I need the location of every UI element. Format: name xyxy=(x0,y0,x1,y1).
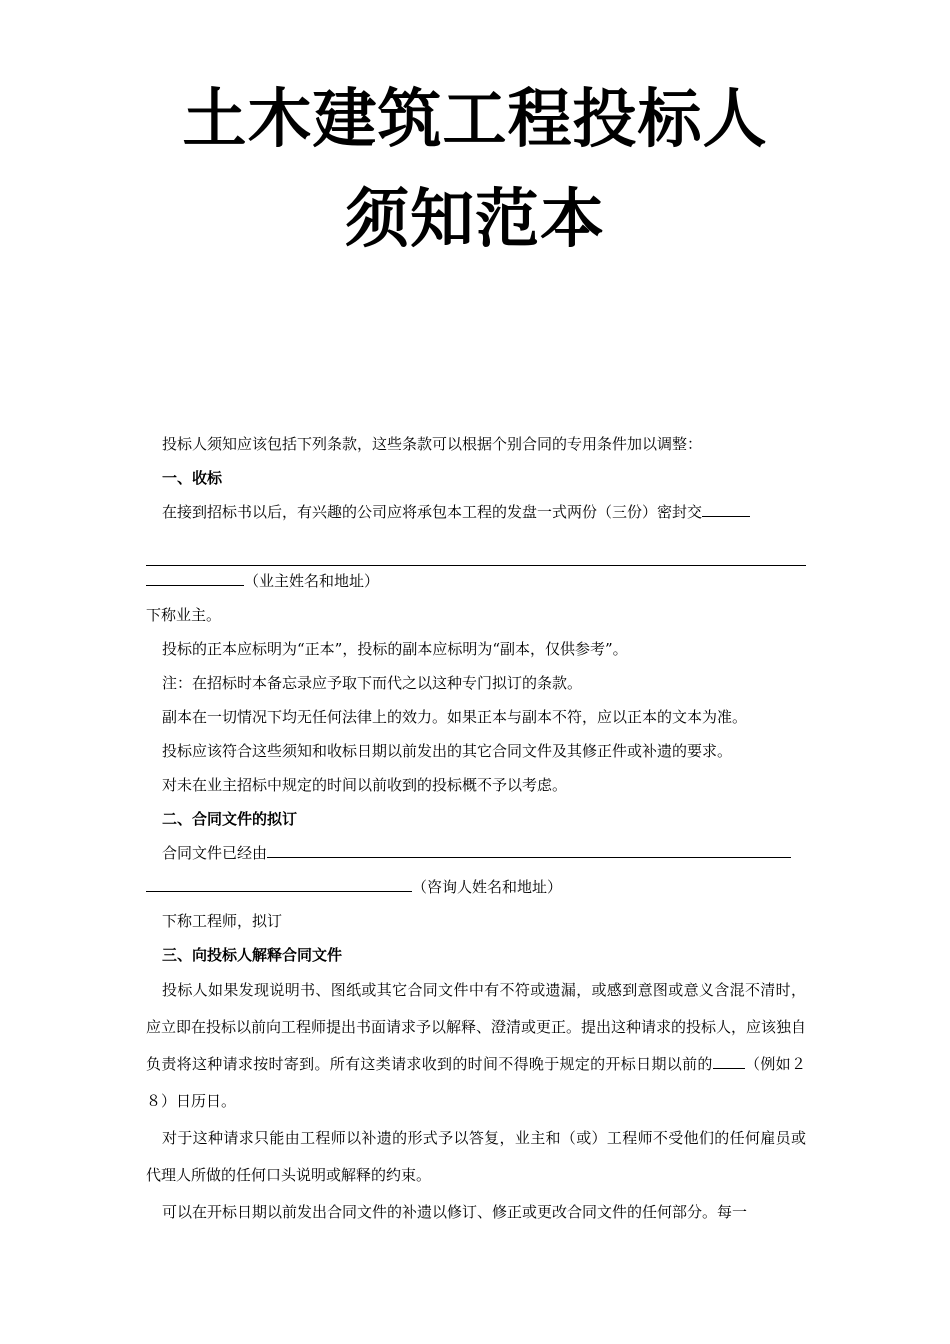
section-1-paragraph-4: 投标应该符合这些须知和收标日期以前发出的其它合同文件及其修正件或补遗的要求。 xyxy=(162,742,733,760)
document-body xyxy=(146,427,806,1231)
section-3-heading: 三、向投标人解释合同文件 xyxy=(162,946,343,964)
section-1-heading: 一、收标 xyxy=(162,469,223,487)
section-2-paragraph-1-text: 合同文件已经由 xyxy=(162,844,268,862)
section-1-paragraph-1-text: 在接到招标书以后，有兴趣的公司应将承包本工程的发盘一式两份（三份）密封交 xyxy=(162,503,703,521)
section-1-paragraph-1 xyxy=(146,495,806,529)
section-3-paragraph-3: 可以在开标日期以前发出合同文件的补遗以修订、修正或更改合同文件的任何部分。每一 xyxy=(162,1203,748,1221)
section-1-paragraph-3: 副本在一切情况下均无任何法律上的效力。如果正本与副本不符，应以正本的文本为准。 xyxy=(162,708,748,726)
section-3-paragraph-1-end: （例如２８）日历日。 xyxy=(146,1055,806,1110)
section-3-paragraph-1 xyxy=(146,972,806,1120)
owner-blank-line xyxy=(146,564,806,598)
document-title-line-2: 须知范本 xyxy=(345,182,605,257)
section-2-paragraph-2: 下称工程师，拟订 xyxy=(162,912,283,930)
document-title-line-1: 土木建筑工程投标人 xyxy=(182,82,768,157)
consultant-blank-start xyxy=(267,837,791,858)
intro-paragraph: 投标人须知应该包括下列条款，这些条款可以根据个别合同的专用条件加以调整： xyxy=(162,435,703,453)
section-1-paragraph-5: 对未在业主招标中规定的时间以前收到的投标概不予以考虑。 xyxy=(162,776,568,794)
section-3-paragraph-2: 对于这种请求只能由工程师以补遗的形式予以答复，业主和（或）工程师不受他们的任何雇员或代理人所做的任何口头说明或解释的约束。 xyxy=(146,1129,806,1184)
owner-blank-start xyxy=(702,496,750,517)
section-2-heading: 二、合同文件的拟订 xyxy=(162,810,298,828)
section-1-paragraph-2: 投标的正本应标明为“正本”，投标的副本应标明为“副本，仅供参考”。 xyxy=(162,640,628,658)
owner-blank-full-line xyxy=(146,529,806,566)
owner-called-text: 下称业主。 xyxy=(146,606,222,624)
owner-name-address-note: （业主姓名和地址） xyxy=(244,572,380,590)
consultant-blank-line xyxy=(146,870,806,904)
section-3-paragraph-1-text: 投标人如果发现说明书、图纸或其它合同文件中有不符或遗漏，或感到意图或意义含混不清时，应立即在投标以前向工程师提出书面请求予以解释、澄清或更正。提出这种请求的投标人，应该独自负责将这种请求按时寄到。所有这类请求收到的时间不得晚于规定的开标日期以前的 xyxy=(146,981,807,1073)
section-1-note: 注：在招标时本备忘录应予取下而代之以这种专门拟订的条款。 xyxy=(162,674,583,692)
owner-blank-end xyxy=(146,565,244,586)
consultant-name-address-note: （咨询人姓名和地址） xyxy=(412,878,563,896)
section-2-paragraph-1 xyxy=(146,836,806,870)
days-blank xyxy=(713,1048,745,1069)
consultant-blank-end xyxy=(146,871,412,892)
